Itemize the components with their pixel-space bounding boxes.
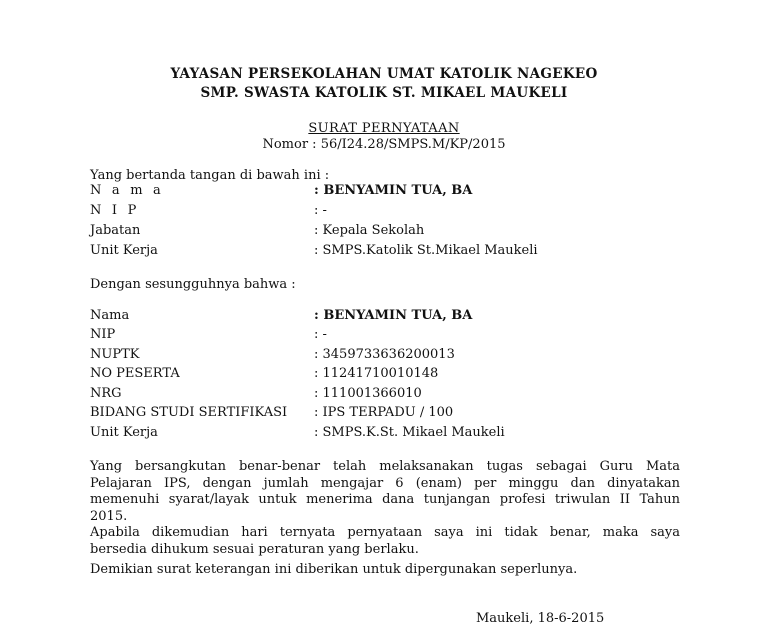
school-name: SMP. SWASTA KATOLIK ST. MIKAEL MAUKELI — [200, 85, 568, 101]
signer-name-value: : BENYAMIN TUA, BA — [314, 183, 473, 198]
signer-nip-value: : - — [314, 203, 327, 218]
statement-line: Yang bersangkutan benar-benar telah melaksanakan tugas sebagai Guru Mata — [90, 459, 680, 474]
statement-line: memenuhi syarat/layak untuk menerima dana tunjangan profesi triwulan II Tahun — [90, 492, 680, 507]
statement-paragraph — [90, 459, 680, 558]
letter-title: SURAT PERNYATAAN — [308, 121, 460, 136]
subject-nip-value: : - — [314, 327, 327, 342]
declaration-line: Apabila dikemudian hari ternyata pernyataan saya ini tidak benar, maka saya — [90, 525, 680, 540]
subject-nuptk-label: NUPTK — [90, 347, 140, 362]
subject-nrg-label: NRG — [90, 386, 122, 401]
subject-field-value: : IPS TERPADU / 100 — [314, 405, 454, 420]
signer-nip-label: N I P — [90, 203, 140, 218]
letter-number: Nomor : 56/I24.28/SMPS.M/KP/2015 — [262, 137, 506, 152]
signer-name-label: N a m a — [90, 183, 165, 198]
institution-name: YAYASAN PERSEKOLAHAN UMAT KATOLIK NAGEKEO — [170, 66, 598, 82]
closing-statement: Demikian surat keterangan ini diberikan untuk dipergunakan seperlunya. — [90, 562, 578, 577]
subject-field-label: BIDANG STUDI SERTIFIKASI — [90, 405, 288, 420]
place-date: Maukeli, 18-6-2015 — [476, 611, 605, 626]
signer-position-value: : Kepala Sekolah — [314, 223, 425, 238]
subject-intro: Dengan sesungguhnya bahwa : — [90, 277, 296, 292]
signer-unit-label: Unit Kerja — [90, 243, 158, 258]
subject-nip-label: NIP — [90, 327, 116, 342]
signer-unit-value: : SMPS.Katolik St.Mikael Maukeli — [314, 243, 538, 258]
signer-intro: Yang bertanda tangan di bawah ini : — [90, 168, 330, 183]
subject-participant-value: : 11241710010148 — [314, 366, 439, 381]
subject-nuptk-value: : 3459733636200013 — [314, 347, 455, 362]
declaration-line: bersedia dihukum sesuai peraturan yang berlaku. — [90, 541, 419, 557]
signer-position-label: Jabatan — [90, 223, 141, 238]
subject-unit-label: Unit Kerja — [90, 425, 158, 440]
statement-line: Pelajaran IPS, dengan jumlah mengajar 6 (enam) per minggu dan dinyatakan — [90, 475, 680, 491]
subject-name-label: Nama — [90, 308, 130, 323]
subject-nrg-value: : 111001366010 — [314, 386, 422, 401]
subject-unit-value: : SMPS.K.St. Mikael Maukeli — [314, 425, 505, 440]
subject-name-value: : BENYAMIN TUA, BA — [314, 308, 473, 323]
statement-line: 2015. — [90, 508, 128, 524]
subject-participant-label: NO PESERTA — [90, 366, 180, 381]
